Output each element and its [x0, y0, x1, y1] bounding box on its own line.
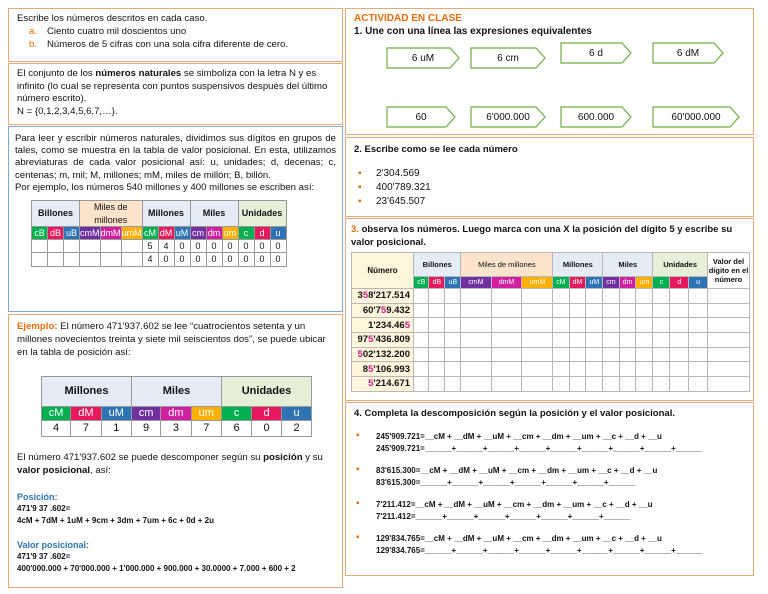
- mark-cell[interactable]: [653, 303, 670, 318]
- list-text: Números de 5 cifras con una sola cifra diferente de cero.: [47, 39, 289, 50]
- arrow-label: 600.000: [577, 111, 615, 123]
- exercise-list: [17, 25, 334, 51]
- decomposition-line[interactable]: 83'615.300=__cM + __dM + __uM + __cm + __dm + __um + __c + __d + __u: [376, 466, 658, 475]
- mark-cell[interactable]: [414, 303, 429, 318]
- position-line: 4cM + 7dM + 1uM + 9cm + 3dm + 7um + 6c + 0d + 2u: [17, 516, 214, 525]
- mark-cell[interactable]: [670, 347, 689, 362]
- table-cell: [100, 253, 121, 266]
- mark-cell[interactable]: [461, 333, 491, 348]
- match-arrow[interactable]: [386, 47, 460, 69]
- mark-cell[interactable]: [603, 303, 619, 318]
- mark-cell[interactable]: [569, 303, 586, 318]
- mark-cell[interactable]: [445, 318, 461, 333]
- column-abbrev: cM: [144, 228, 156, 239]
- mark-cell[interactable]: [445, 347, 461, 362]
- arrow-label: 6 d: [589, 47, 603, 59]
- question-3: 3. observa los números. Luego marca con una X la posición del dígito 5 y escribe su valor posicional.: [351, 224, 733, 248]
- exercise-title: Escribe los números descritos en cada caso.: [17, 13, 208, 24]
- mark-cell[interactable]: [670, 377, 689, 392]
- mark-cell[interactable]: [689, 347, 708, 362]
- mark-cell[interactable]: [636, 289, 653, 304]
- table-row: [352, 318, 750, 333]
- arrow-label: 6'000.000: [486, 111, 530, 123]
- mark-cell[interactable]: [603, 377, 619, 392]
- group-header: Millones: [142, 201, 190, 227]
- mark-cell[interactable]: [636, 318, 653, 333]
- mark-cell[interactable]: [461, 362, 491, 377]
- mark-cell[interactable]: [603, 333, 619, 348]
- column-abbrev: u: [270, 227, 286, 240]
- mark-cell[interactable]: [636, 347, 653, 362]
- mark-cell[interactable]: [586, 362, 603, 377]
- mark-cell[interactable]: [670, 333, 689, 348]
- mark-cell[interactable]: [708, 377, 750, 392]
- mark-cell[interactable]: [522, 347, 553, 362]
- question-2: 2. Escribe como se lee cada número: [354, 144, 518, 155]
- table-cell: 4: [142, 253, 158, 266]
- mark-cell[interactable]: [522, 303, 553, 318]
- digit-cell: 7: [191, 421, 221, 437]
- table-cell: [32, 253, 48, 266]
- column-abbrev: cm: [603, 277, 619, 289]
- mark-cell[interactable]: [636, 333, 653, 348]
- mark-cell[interactable]: [619, 289, 636, 304]
- table-cell: 0: [174, 240, 190, 253]
- mark-cell[interactable]: [414, 377, 429, 392]
- table-cell: 0: [270, 253, 286, 266]
- decomposition-intro: El número 471'937.602 se puede descomponer según su posición y su valor posicional, así:: [17, 452, 323, 476]
- mark-cell[interactable]: [689, 318, 708, 333]
- mark-cell[interactable]: [586, 377, 603, 392]
- table-cell: 0: [158, 253, 174, 266]
- column-abbrev: u: [689, 277, 708, 289]
- table-cell: [100, 240, 121, 253]
- value-decomposition: [17, 539, 334, 575]
- mark-cell[interactable]: [461, 289, 491, 304]
- table-row: [352, 347, 750, 362]
- mark-cell[interactable]: [491, 333, 522, 348]
- match-arrow[interactable]: [470, 106, 546, 128]
- digit-cell: 1: [101, 421, 131, 437]
- mark-cell[interactable]: [619, 303, 636, 318]
- table-cell: [121, 253, 142, 266]
- table-cell: 0: [222, 253, 238, 266]
- match-arrow[interactable]: [470, 47, 546, 69]
- mark-cell[interactable]: [653, 289, 670, 304]
- column-abbrev: c: [653, 277, 670, 289]
- table-cell: 4: [158, 240, 174, 253]
- mark-cell[interactable]: [586, 303, 603, 318]
- arrow-label: 6 cm: [497, 52, 519, 64]
- table-cell: 0: [238, 240, 254, 253]
- place-value-explanation-box: [8, 126, 343, 312]
- column-abbrev: dm: [207, 228, 221, 239]
- mark-cell[interactable]: [553, 289, 569, 304]
- list-item: ▪ 129'834.765=__cM + __dM + __uM + __cm + __dm + __um + __c + __d + __u 129'834.765=______+______+______+______+______+______+______+______+______: [354, 533, 745, 557]
- table-cell: 0: [206, 253, 222, 266]
- decomposition-line[interactable]: 129'834.765=__cM + __dM + __uM + __cm + __dm + __um + __c + __d + __u: [376, 534, 662, 543]
- mark-cell[interactable]: [653, 333, 670, 348]
- mark-cell[interactable]: [491, 303, 522, 318]
- natural-numbers-box: [8, 63, 343, 125]
- set-notation: N = {0,1,2,3,4,5,6,7,…}.: [17, 105, 118, 117]
- column-abbrev: dm: [161, 407, 191, 421]
- mark-cell[interactable]: [414, 318, 429, 333]
- column-abbrev: uB: [64, 227, 80, 240]
- column-abbrev: cmM: [80, 228, 100, 239]
- match-arrow[interactable]: [560, 42, 632, 64]
- column-abbrev: u: [282, 407, 312, 421]
- number-list: [354, 167, 745, 209]
- group-header: Millones: [553, 253, 603, 277]
- list-item: ▪ 83'615.300=__cM + __dM + __uM + __cm + __dm + __um + __c + __d + __u 83'615.300=______+______+______+______+______+______+______: [354, 465, 745, 489]
- mark-cell[interactable]: [689, 303, 708, 318]
- column-abbrev: cM: [553, 277, 569, 289]
- mark-cell[interactable]: [461, 318, 491, 333]
- table-cell: 0: [190, 253, 206, 266]
- mark-cell[interactable]: [569, 362, 586, 377]
- mark-cell[interactable]: [429, 362, 445, 377]
- table-cell: 0: [254, 253, 270, 266]
- mark-cell[interactable]: [603, 318, 619, 333]
- question-4-box: [345, 402, 754, 576]
- list-item: [17, 25, 334, 38]
- decomposition-line[interactable]: 7'211.412=__cM + __dM + __uM + __cm + __dm + __um + __c + __d + __u: [376, 500, 653, 509]
- mark-cell[interactable]: [670, 318, 689, 333]
- mark-cell[interactable]: [689, 289, 708, 304]
- match-arrow[interactable]: [652, 42, 724, 64]
- list-item: ▪ 7'211.412=__cM + __dM + __uM + __cm + __dm + __um + __c + __d + __u 7'211.412=______+______+______+______+______+______+______: [354, 499, 745, 523]
- place-value-table: [31, 200, 287, 267]
- table-cell: [64, 253, 80, 266]
- mark-cell[interactable]: [569, 333, 586, 348]
- mark-cell[interactable]: [619, 318, 636, 333]
- number-cell: 502'132.200: [352, 347, 414, 362]
- decomposition-line[interactable]: 129'834.765=______+______+______+______+______+______+______+______+______: [376, 546, 703, 555]
- mark-cell[interactable]: [569, 289, 586, 304]
- table-cell: [32, 240, 48, 253]
- table-row: [352, 303, 750, 318]
- column-abbrev: d: [254, 227, 270, 240]
- list-item: ▪ 245'909.721=__cM + __dM + __uM + __cm + __dm + __um + __c + __d + __u 245'909.721=______+______+______+______+______+______+______+______+______: [354, 431, 745, 455]
- mark-cell[interactable]: [429, 333, 445, 348]
- mark-cell[interactable]: [603, 347, 619, 362]
- group-header: Miles de millones: [80, 201, 143, 227]
- position-label: Posición:: [17, 492, 58, 502]
- mark-cell[interactable]: [708, 362, 750, 377]
- mark-cell[interactable]: [586, 333, 603, 348]
- column-abbrev: c: [238, 227, 254, 240]
- mark-cell[interactable]: [522, 318, 553, 333]
- table-cell: 0: [238, 253, 254, 266]
- mark-cell[interactable]: [429, 377, 445, 392]
- position-line: 471'9 37 .602=: [17, 504, 71, 513]
- column-abbrev: dM: [159, 228, 173, 239]
- list-marker: a.: [29, 26, 38, 37]
- position-decomposition: [17, 491, 334, 527]
- mark-cell[interactable]: [619, 377, 636, 392]
- mark-cell[interactable]: [708, 303, 750, 318]
- mark-cell[interactable]: [553, 333, 569, 348]
- list-item: [17, 38, 334, 51]
- mark-cell[interactable]: [569, 347, 586, 362]
- value-header: Valor del dígito en el número: [708, 253, 750, 289]
- mark-cell[interactable]: [522, 362, 553, 377]
- number-cell: 60'759.432: [352, 303, 414, 318]
- mark-cell[interactable]: [569, 318, 586, 333]
- example-intro: Por ejemplo, los números 540 millones y 400 millones se escriben así:: [15, 181, 315, 193]
- mark-cell[interactable]: [429, 318, 445, 333]
- decomposition-line[interactable]: 7'211.412=______+______+______+______+______+______+______: [376, 512, 631, 521]
- activity-title: ACTIVIDAD EN CLASE: [354, 13, 462, 24]
- arrow-label: 6 uM: [411, 52, 435, 64]
- question-4: 4. Completa la descomposición según la posición y el valor posicional.: [354, 408, 675, 419]
- table-cell: 5: [142, 240, 158, 253]
- column-abbrev: dm: [619, 277, 636, 289]
- mark-cell[interactable]: [619, 362, 636, 377]
- number-cell: 1'234.465: [352, 318, 414, 333]
- mark-cell[interactable]: [619, 333, 636, 348]
- column-abbrev: umM: [522, 277, 553, 289]
- column-abbrev: cm: [192, 228, 204, 239]
- number-cell: 85'106.993: [352, 362, 414, 377]
- mark-cell[interactable]: [461, 347, 491, 362]
- column-abbrev: cB: [32, 227, 48, 240]
- mark-cell[interactable]: [636, 377, 653, 392]
- mark-cell[interactable]: [708, 333, 750, 348]
- list-item: ▪ 2'304.569: [358, 168, 420, 179]
- column-abbrev: dB: [429, 277, 445, 289]
- group-header: Billones: [32, 201, 80, 227]
- mark-cell[interactable]: [522, 333, 553, 348]
- group-header: Miles: [190, 201, 238, 227]
- column-abbrev: cM: [42, 407, 71, 421]
- mark-cell[interactable]: [445, 333, 461, 348]
- mark-cell[interactable]: [689, 362, 708, 377]
- number-cell: 5'214.671: [352, 377, 414, 392]
- table-cell: [80, 253, 101, 266]
- mark-cell[interactable]: [491, 289, 522, 304]
- digit-cell: 0: [252, 421, 282, 437]
- group-header: Unidades: [238, 201, 286, 227]
- table-cell: [121, 240, 142, 253]
- group-header: Unidades: [653, 253, 708, 277]
- column-abbrev: uM: [586, 277, 603, 289]
- column-abbrev: dB: [48, 227, 64, 240]
- mark-cell[interactable]: [553, 377, 569, 392]
- value-label: Valor posicional:: [17, 540, 90, 550]
- mark-cell[interactable]: [670, 362, 689, 377]
- column-abbrev: d: [252, 407, 282, 421]
- mark-cell[interactable]: [414, 347, 429, 362]
- table-row: [352, 377, 750, 392]
- mark-cell[interactable]: [586, 289, 603, 304]
- number-cell: 975'436.809: [352, 333, 414, 348]
- column-abbrev: um: [223, 228, 237, 239]
- mark-cell[interactable]: [653, 347, 670, 362]
- question-1: 1. Une con una línea las expresiones equivalentes: [354, 26, 592, 37]
- mark-cell[interactable]: [653, 362, 670, 377]
- arrow-label: 60: [415, 111, 427, 123]
- column-abbrev: cm: [132, 407, 161, 421]
- mark-cell[interactable]: [491, 362, 522, 377]
- mark-cell[interactable]: [445, 303, 461, 318]
- mark-cell[interactable]: [603, 362, 619, 377]
- mark-cell[interactable]: [553, 347, 569, 362]
- group-header: Miles: [603, 253, 653, 277]
- example-box: [8, 314, 343, 588]
- group-header: Miles: [132, 377, 222, 407]
- mark-cell[interactable]: [689, 333, 708, 348]
- column-abbrev: dmM: [491, 277, 522, 289]
- example-place-value-table: [41, 376, 312, 437]
- mark-cell[interactable]: [522, 377, 553, 392]
- table-row: [352, 289, 750, 304]
- group-header: Unidades: [222, 377, 312, 407]
- column-abbrev: umM: [121, 228, 142, 239]
- mark-cell[interactable]: [708, 318, 750, 333]
- digit-cell: 6: [222, 421, 252, 437]
- list-item: ▪ 23'645.507: [358, 196, 426, 207]
- table-row: [352, 333, 750, 348]
- mark-cell[interactable]: [619, 347, 636, 362]
- table-cell: [48, 253, 64, 266]
- group-header: Miles de millones: [461, 253, 553, 277]
- table-cell: [48, 240, 64, 253]
- mark-cell[interactable]: [461, 377, 491, 392]
- mark-cell[interactable]: [708, 289, 750, 304]
- column-abbrev: d: [670, 277, 689, 289]
- mark-cell[interactable]: [429, 289, 445, 304]
- column-abbrev: um: [191, 407, 221, 421]
- group-header: Billones: [414, 253, 461, 277]
- mark-cell[interactable]: [445, 377, 461, 392]
- arrow-label: 60'000.000: [671, 111, 721, 123]
- mark-cell[interactable]: [636, 362, 653, 377]
- table-cell: 0: [206, 240, 222, 253]
- table-cell: 0: [190, 240, 206, 253]
- value-line: 400'000.000 + 70'000.000 + 1'000.000 + 900.000 + 30.0000 + 7.000 + 600 + 2: [17, 564, 296, 573]
- number-cell: 358'217.514: [352, 289, 414, 304]
- column-abbrev: dM: [569, 277, 586, 289]
- column-abbrev: uM: [101, 407, 131, 421]
- mark-cell[interactable]: [569, 377, 586, 392]
- table-row: [352, 362, 750, 377]
- value-line: 471'9 37 .602=: [17, 552, 71, 561]
- mark-cell[interactable]: [414, 362, 429, 377]
- digit-cell: 3: [161, 421, 191, 437]
- definition-text: El conjunto de los números naturales se simboliza con la letra N y es infinito (lo cual se representa con puntos suspensivos después del último número escrito).: [17, 68, 328, 104]
- mark-cell[interactable]: [670, 289, 689, 304]
- question-2-box: [345, 137, 754, 217]
- match-arrow[interactable]: [560, 106, 632, 128]
- mark-cell[interactable]: [553, 318, 569, 333]
- table-cell: 0: [270, 240, 286, 253]
- mark-cell[interactable]: [445, 289, 461, 304]
- position-marking-table: [351, 252, 750, 392]
- mark-cell[interactable]: [429, 303, 445, 318]
- arrow-label: 6 dM: [676, 47, 700, 59]
- mark-cell[interactable]: [491, 347, 522, 362]
- decomposition-line[interactable]: 83'615.300=______+______+______+______+______+______+______: [376, 478, 636, 487]
- question-3-box: [345, 218, 754, 401]
- mark-cell[interactable]: [522, 289, 553, 304]
- column-abbrev: dmM: [100, 228, 121, 239]
- table-cell: 0: [254, 240, 270, 253]
- mark-cell[interactable]: [653, 318, 670, 333]
- mark-cell[interactable]: [689, 377, 708, 392]
- mark-cell[interactable]: [553, 303, 569, 318]
- mark-cell[interactable]: [491, 318, 522, 333]
- mark-cell[interactable]: [429, 347, 445, 362]
- table-cell: [64, 240, 80, 253]
- digit-cell: 9: [132, 421, 161, 437]
- mark-cell[interactable]: [670, 303, 689, 318]
- table-cell: 0: [174, 253, 190, 266]
- list-text: Ciento cuatro mil doscientos uno: [47, 26, 187, 37]
- mark-cell[interactable]: [586, 318, 603, 333]
- decomposition-line[interactable]: 245'909.721=______+______+______+______+______+______+______+______+______: [376, 444, 703, 453]
- mark-cell[interactable]: [636, 303, 653, 318]
- decomposition-list: [354, 431, 745, 557]
- match-arrow[interactable]: [386, 106, 456, 128]
- column-abbrev: cB: [414, 277, 429, 289]
- row-header: Número: [352, 253, 414, 289]
- mark-cell[interactable]: [553, 362, 569, 377]
- match-arrow[interactable]: [652, 106, 740, 128]
- explanation-text: Para leer y escribir números naturales, dividimos sus dígitos en grupos de tales, como se muestra en la tabla de valor posicional. En esta, utilizamos abreviaturas de cada valor posicional así: u, unidades; d, decenas; c, centenas; m, mil; M, millones; mM, miles de millón; B, billón.: [15, 133, 336, 181]
- mark-cell[interactable]: [603, 289, 619, 304]
- column-abbrev: c: [222, 407, 252, 421]
- list-item: ▪ 400'789.321: [358, 182, 431, 193]
- table-cell: [80, 240, 101, 253]
- column-abbrev: dM: [71, 407, 101, 421]
- mark-cell[interactable]: [491, 377, 522, 392]
- column-abbrev: cmM: [461, 277, 491, 289]
- mark-cell[interactable]: [708, 347, 750, 362]
- mark-cell[interactable]: [461, 303, 491, 318]
- mark-cell[interactable]: [445, 362, 461, 377]
- mark-cell[interactable]: [653, 377, 670, 392]
- digit-cell: 7: [71, 421, 101, 437]
- list-marker: b.: [29, 39, 38, 50]
- decomposition-line[interactable]: 245'909.721=__cM + __dM + __uM + __cm + __dm + __um + __c + __d + __u: [376, 432, 662, 441]
- mark-cell[interactable]: [414, 333, 429, 348]
- mark-cell[interactable]: [414, 289, 429, 304]
- example-text: Ejemplo: El número 471'937.602 se lee “cuatrocientos setenta y un millones novecientos treinta y siete mil seiscientos dos”, se puede ubicar en la tabla de posición así:: [17, 321, 326, 358]
- column-abbrev: um: [636, 277, 653, 289]
- group-header: Millones: [42, 377, 132, 407]
- column-abbrev: uM: [175, 228, 189, 239]
- column-abbrev: uB: [445, 277, 461, 289]
- mark-cell[interactable]: [586, 347, 603, 362]
- digit-cell: 2: [282, 421, 312, 437]
- table-cell: 0: [222, 240, 238, 253]
- exercise-box-1: [8, 8, 343, 62]
- digit-cell: 4: [42, 421, 71, 437]
